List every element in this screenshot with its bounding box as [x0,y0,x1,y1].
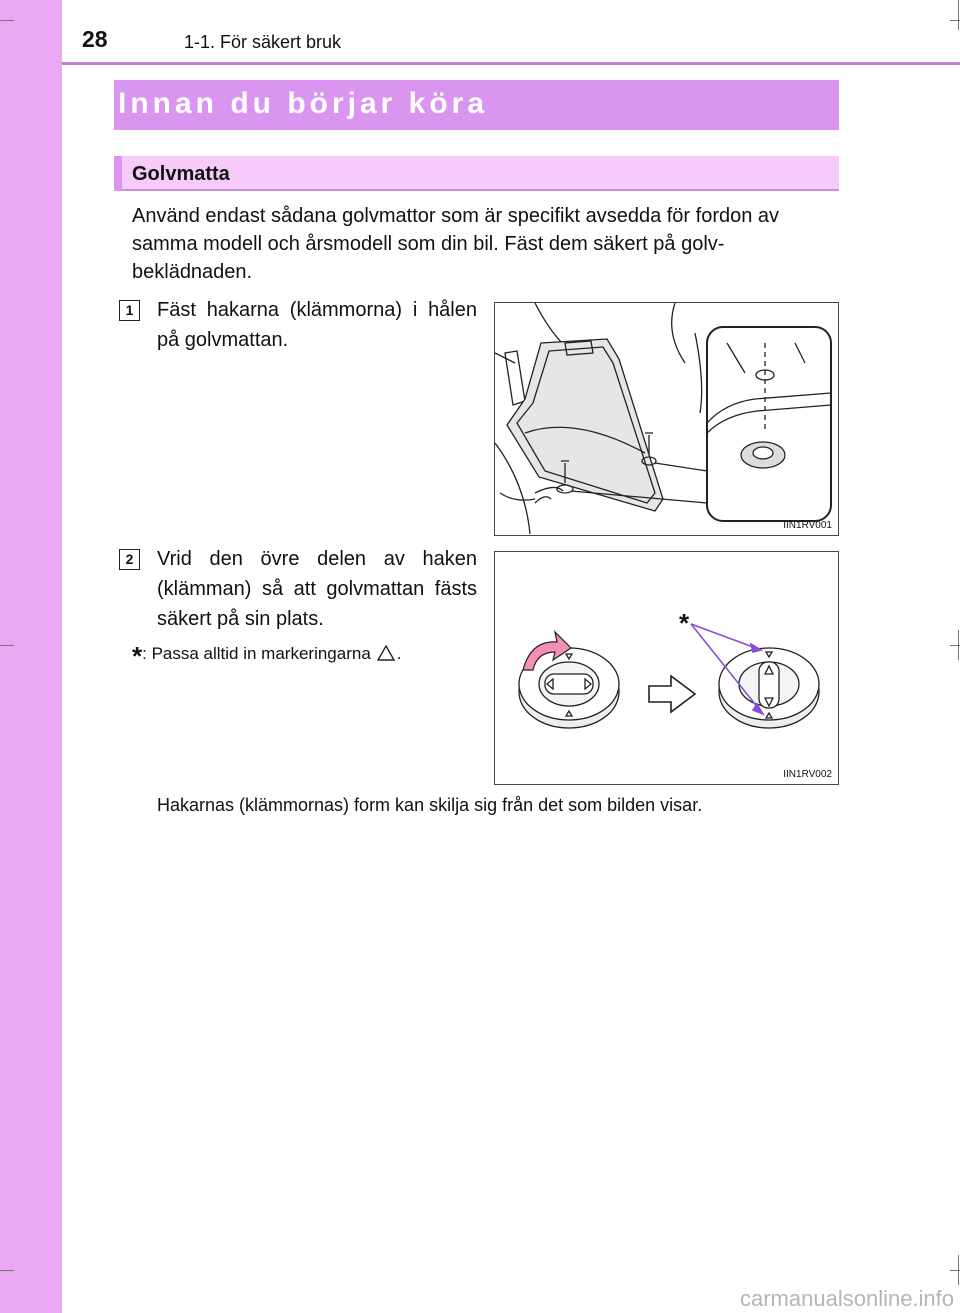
figure-1-code: IIN1RV001 [783,520,832,531]
figure-rotate-hook [494,551,839,785]
step-1-text: Fäst hakarna (klämmorna) i hålen på golvmattan. [157,299,477,351]
triangle-outline-icon [377,645,395,661]
intro-paragraph: Använd endast sådana golvmattor som är specifikt avsedda för fordon av samma modell och årsmodell som din bil. Fäst dem säkert på golv-beklädnaden. [132,205,780,283]
figure-caption: Hakarnas (klämmornas) form kan skilja sig från det som bilden visar. [157,795,703,815]
header-rule [62,62,960,65]
rotate-hook-illustration [495,552,837,783]
page-number: 28 [82,26,108,52]
figure-floor-mat-hooks [494,302,839,536]
section-title: Innan du börjar köra [118,87,489,120]
crop-mark [958,0,959,30]
note-asterisk: * [132,641,143,671]
crop-mark [0,645,14,646]
crop-mark [958,630,959,660]
crop-mark [0,20,14,21]
running-head: 1-1. För säkert bruk [184,32,342,52]
step-1-badge: 1 [119,300,140,321]
subsection-accent [114,156,122,191]
note-end: . [396,644,402,663]
subsection-title: Golvmatta [132,163,230,185]
figure-2-code: IIN1RV002 [783,769,832,780]
crop-mark [950,20,960,21]
marker-note [132,641,402,672]
crop-mark [958,1255,959,1285]
figure-2-asterisk: * [679,608,690,638]
step-2-badge: 2 [119,549,140,570]
watermark: carmanualsonline.info [740,1286,955,1311]
left-margin-band [0,0,62,1313]
step-2-text: Vrid den övre delen av haken (klämman) så att golvmattan fästs säkert på sin plats. [157,548,477,630]
floor-mat-illustration [495,303,837,534]
note-text: : Passa alltid in markeringarna [142,644,371,663]
crop-mark [0,1270,14,1271]
